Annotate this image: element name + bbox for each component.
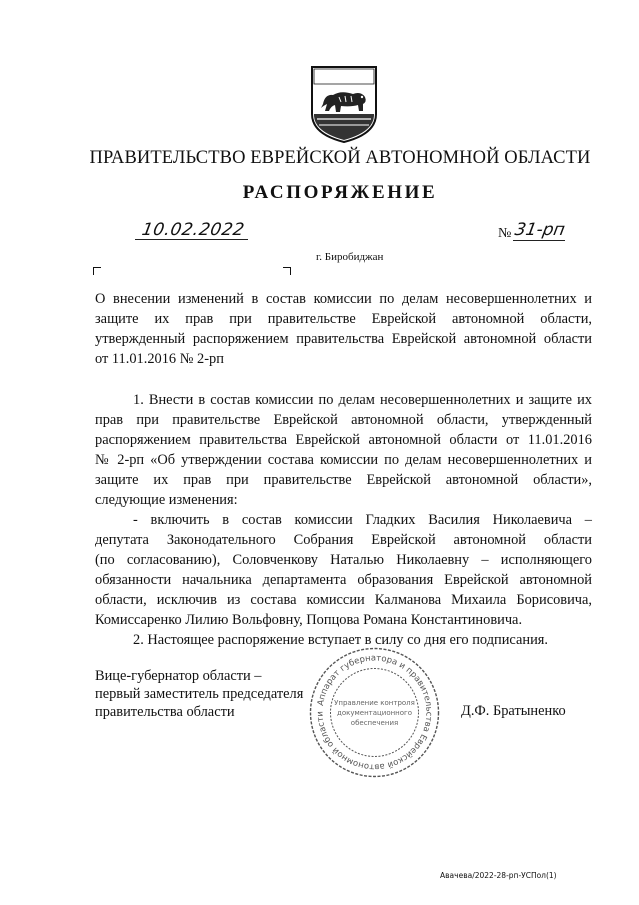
body-line: 1. Внести в состав комиссии по делам несовершеннолетних и защите их bbox=[133, 392, 592, 408]
document-code: Авачева/2022-28-рп-УСПол(1) bbox=[440, 871, 557, 880]
handwritten-number: 31-рп bbox=[513, 220, 567, 240]
body-line: области, исключив из состава комиссии Калманова Михаила Борисовича, bbox=[95, 592, 592, 608]
signatory-position-line: Вице-губернатор области – bbox=[95, 668, 262, 684]
signatory-position bbox=[95, 667, 335, 721]
subject-line: защите их прав при правительстве Еврейской автономной области, bbox=[95, 311, 592, 327]
subject-block bbox=[95, 289, 592, 369]
number-underline bbox=[513, 240, 565, 241]
body-line: депутата Законодательного Собрания Еврейской автономной области bbox=[95, 532, 592, 548]
subject-corner-right bbox=[283, 267, 291, 275]
body-line: распоряжением правительства Еврейской автономной области от 11.01.2016 bbox=[95, 432, 592, 448]
body-line: защите их прав при правительстве Еврейской автономной области», bbox=[95, 472, 592, 488]
date-underline bbox=[135, 239, 248, 240]
subject-corner-left bbox=[93, 267, 101, 275]
stamp-inner-line: документационного bbox=[336, 709, 413, 717]
stamp-ring-text: Аппарат губернатора и правительства Еврейской автономной области bbox=[315, 653, 434, 772]
signatory-position-line: первый заместитель председателя bbox=[95, 686, 304, 702]
coat-of-arms-icon bbox=[309, 64, 379, 144]
subject-line: О внесении изменений в состав комиссии по делам несовершеннолетних и bbox=[95, 291, 592, 307]
city-label: г. Биробиджан bbox=[316, 251, 384, 263]
stamp-inner-line: обеспечения bbox=[350, 719, 399, 727]
subject-line: утвержденный распоряжением правительства Еврейской автономной области bbox=[95, 331, 592, 347]
body-line: 2. Настоящее распоряжение вступает в силу со дня его подписания. bbox=[133, 632, 548, 648]
order-body bbox=[95, 390, 592, 650]
body-line: следующие изменения: bbox=[95, 492, 238, 508]
body-line: обязанности начальника департамента образования Еврейской автономной bbox=[95, 572, 592, 588]
stamp-inner-line: Управление контроля bbox=[334, 699, 415, 707]
number-sign: № bbox=[498, 226, 512, 241]
government-title: ПРАВИТЕЛЬСТВО ЕВРЕЙСКОЙ АВТОНОМНОЙ ОБЛАСТИ bbox=[89, 148, 591, 168]
official-stamp bbox=[307, 645, 442, 780]
subject-line: от 11.01.2016 № 2-рп bbox=[95, 351, 224, 367]
document-type-title: РАСПОРЯЖЕНИЕ bbox=[242, 182, 438, 203]
handwritten-date: 10.02.2022 bbox=[140, 220, 247, 240]
signatory-position-line: правительства области bbox=[95, 704, 235, 720]
body-line: (по согласованию), Соловченкову Наталью Николаевну – исполняющего bbox=[95, 552, 592, 568]
body-line: № 2-рп «Об утверждении состава комиссии по делам несовершеннолетних и bbox=[95, 452, 592, 468]
body-line: Комиссаренко Лилию Вольфовну, Попцова Романа Константиновича. bbox=[95, 612, 523, 628]
signatory-name: Д.Ф. Братыненко bbox=[461, 703, 566, 719]
body-line: прав при правительстве Еврейской автономной области, утвержденный bbox=[95, 412, 592, 428]
body-line: - включить в состав комиссии Гладких Василия Николаевича – bbox=[133, 512, 592, 528]
